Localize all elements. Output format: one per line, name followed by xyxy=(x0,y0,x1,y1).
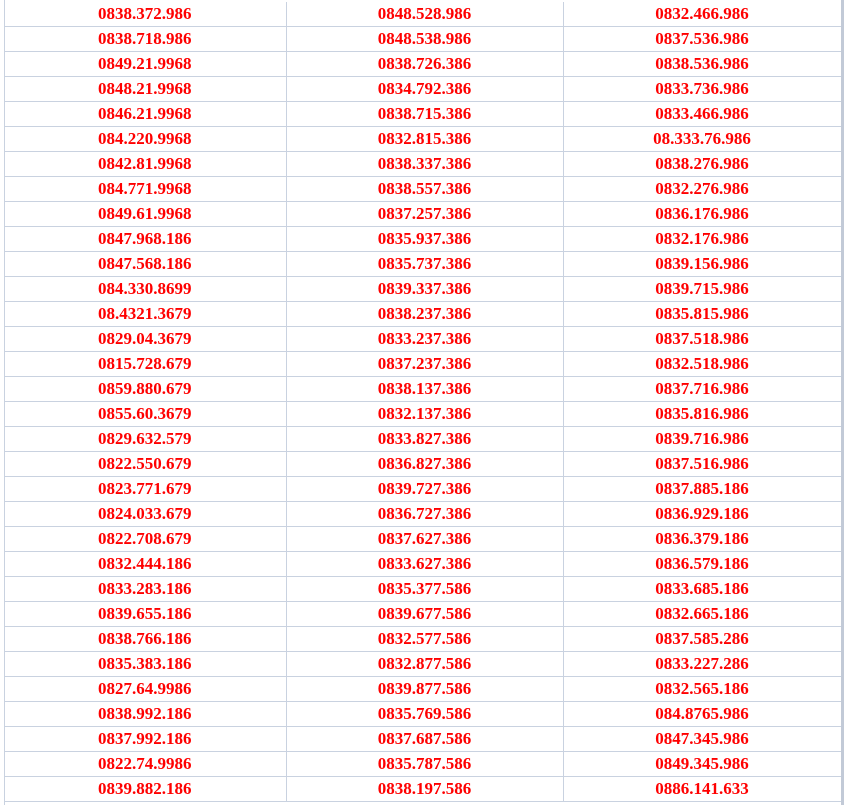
cell-phone-number[interactable]: 0833.827.386 xyxy=(286,427,563,452)
table-row xyxy=(4,477,841,502)
cell-phone-number[interactable]: 0847.345.986 xyxy=(563,727,841,752)
table-row xyxy=(4,252,841,277)
cell-phone-number[interactable]: 0832.176.986 xyxy=(563,227,841,252)
table-row xyxy=(4,552,841,577)
table-row xyxy=(4,727,841,752)
table-row xyxy=(4,327,841,352)
cell-phone-number[interactable]: 0832.276.986 xyxy=(563,177,841,202)
cell-phone-number[interactable]: 0836.176.986 xyxy=(563,202,841,227)
cell-phone-number[interactable]: 0833.685.186 xyxy=(563,577,841,602)
table-row xyxy=(4,402,841,427)
cell-phone-number[interactable]: 0835.737.386 xyxy=(286,252,563,277)
cell-phone-number[interactable]: 0824.033.679 xyxy=(4,502,286,527)
cell-phone-number[interactable]: 0839.677.586 xyxy=(286,602,563,627)
cell-phone-number[interactable]: 0835.377.586 xyxy=(286,577,563,602)
cell-phone-number[interactable]: 08.333.76.986 xyxy=(563,127,841,152)
cell-phone-number[interactable]: 0859.880.679 xyxy=(4,377,286,402)
table-row xyxy=(4,202,841,227)
cell-phone-number[interactable]: 0839.715.986 xyxy=(563,277,841,302)
table-row xyxy=(4,702,841,727)
cell-phone-number[interactable]: 0833.237.386 xyxy=(286,327,563,352)
cell-phone-number[interactable]: 0833.283.186 xyxy=(4,577,286,602)
cell-phone-number[interactable]: 0835.787.586 xyxy=(286,752,563,777)
cell-phone-number[interactable]: 0836.579.186 xyxy=(563,552,841,577)
cell-phone-number[interactable]: 0836.727.386 xyxy=(286,502,563,527)
cell-phone-number[interactable]: 0838.718.986 xyxy=(4,27,286,52)
table-row xyxy=(4,77,841,102)
cell-phone-number[interactable]: 084.330.8699 xyxy=(4,277,286,302)
cell-phone-number[interactable]: 0832.665.186 xyxy=(563,602,841,627)
cell-phone-number[interactable]: 0838.276.986 xyxy=(563,152,841,177)
cell-phone-number[interactable]: 0833.227.286 xyxy=(563,652,841,677)
cell-phone-number[interactable]: 0832.137.386 xyxy=(286,402,563,427)
cell-phone-number[interactable]: 084.771.9968 xyxy=(4,177,286,202)
cell-phone-number[interactable]: 0837.627.386 xyxy=(286,527,563,552)
cell-phone-number[interactable]: 0835.769.586 xyxy=(286,702,563,727)
cell-phone-number[interactable]: 0822.708.679 xyxy=(4,527,286,552)
table-row xyxy=(4,227,841,252)
cell-phone-number[interactable]: 0834.792.386 xyxy=(286,77,563,102)
cell-phone-number[interactable]: 0832.466.986 xyxy=(563,2,841,27)
cell-phone-number[interactable]: 0842.81.9968 xyxy=(4,152,286,177)
cell-phone-number[interactable]: 0833.736.986 xyxy=(563,77,841,102)
cell-phone-number[interactable]: 0815.728.679 xyxy=(4,352,286,377)
cell-phone-number[interactable]: 0837.687.586 xyxy=(286,727,563,752)
table-row xyxy=(4,177,841,202)
table-row xyxy=(4,527,841,552)
cell-phone-number[interactable]: 08.4321.3679 xyxy=(4,302,286,327)
cell-phone-number[interactable]: 0838.536.986 xyxy=(563,52,841,77)
cell-phone-number[interactable]: 0832.444.186 xyxy=(4,552,286,577)
table-row xyxy=(4,277,841,302)
table-row xyxy=(4,27,841,52)
cell-phone-number[interactable]: 0837.992.186 xyxy=(4,727,286,752)
cell-phone-number[interactable]: 0849.345.986 xyxy=(563,752,841,777)
cell-phone-number[interactable]: 0837.716.986 xyxy=(563,377,841,402)
cell-phone-number[interactable]: 0832.577.586 xyxy=(286,627,563,652)
cell-phone-number[interactable]: 0838.726.386 xyxy=(286,52,563,77)
table-row xyxy=(4,627,841,652)
cell-phone-number[interactable]: 0833.627.386 xyxy=(286,552,563,577)
table-row xyxy=(4,2,841,27)
cell-phone-number[interactable]: 0839.882.186 xyxy=(4,777,286,802)
table-row xyxy=(4,452,841,477)
cell-phone-number[interactable]: 0822.74.9986 xyxy=(4,752,286,777)
table-row xyxy=(4,652,841,677)
cell-phone-number[interactable]: 0835.383.186 xyxy=(4,652,286,677)
cell-phone-number[interactable]: 0839.156.986 xyxy=(563,252,841,277)
cell-phone-number[interactable]: 0849.61.9968 xyxy=(4,202,286,227)
table-row xyxy=(4,152,841,177)
table-row xyxy=(4,602,841,627)
cell-phone-number[interactable]: 0847.968.186 xyxy=(4,227,286,252)
table-body xyxy=(4,2,841,802)
table-row xyxy=(4,302,841,327)
cell-phone-number[interactable]: 0829.632.579 xyxy=(4,427,286,452)
cell-phone-number[interactable]: 0837.536.986 xyxy=(563,27,841,52)
cell-phone-number[interactable]: 0839.655.186 xyxy=(4,602,286,627)
cell-phone-number[interactable]: 0827.64.9986 xyxy=(4,677,286,702)
cell-phone-number[interactable]: 0837.257.386 xyxy=(286,202,563,227)
cell-phone-number[interactable]: 0836.827.386 xyxy=(286,452,563,477)
cell-phone-number[interactable]: 0835.937.386 xyxy=(286,227,563,252)
cell-phone-number[interactable]: 0823.771.679 xyxy=(4,477,286,502)
cell-phone-number[interactable]: 0836.929.186 xyxy=(563,502,841,527)
cell-phone-number[interactable]: 0838.766.186 xyxy=(4,627,286,652)
cell-phone-number[interactable]: 0832.565.186 xyxy=(563,677,841,702)
cell-phone-number[interactable]: 084.220.9968 xyxy=(4,127,286,152)
cell-phone-number[interactable]: 0833.466.986 xyxy=(563,102,841,127)
cell-phone-number[interactable]: 0839.877.586 xyxy=(286,677,563,702)
cell-phone-number[interactable]: 0829.04.3679 xyxy=(4,327,286,352)
cell-phone-number[interactable]: 0848.21.9968 xyxy=(4,77,286,102)
table-row xyxy=(4,377,841,402)
cell-phone-number[interactable]: 0886.141.633 xyxy=(563,777,841,802)
cell-phone-number[interactable]: 0838.715.386 xyxy=(286,102,563,127)
cell-phone-number[interactable]: 0838.992.186 xyxy=(4,702,286,727)
cell-phone-number[interactable]: 0838.237.386 xyxy=(286,302,563,327)
cell-phone-number[interactable]: 0855.60.3679 xyxy=(4,402,286,427)
cell-phone-number[interactable]: 0835.816.986 xyxy=(563,402,841,427)
cell-phone-number[interactable]: 0837.585.286 xyxy=(563,627,841,652)
cell-phone-number[interactable]: 0837.518.986 xyxy=(563,327,841,352)
cell-phone-number[interactable]: 0846.21.9968 xyxy=(4,102,286,127)
table-row xyxy=(4,752,841,777)
cell-phone-number[interactable]: 0838.557.386 xyxy=(286,177,563,202)
cell-phone-number[interactable]: 0838.337.386 xyxy=(286,152,563,177)
cell-phone-number[interactable]: 0837.237.386 xyxy=(286,352,563,377)
cell-phone-number[interactable]: 0839.727.386 xyxy=(286,477,563,502)
cell-phone-number[interactable]: 0847.568.186 xyxy=(4,252,286,277)
table-row xyxy=(4,127,841,152)
table-row xyxy=(4,427,841,452)
cell-phone-number[interactable]: 0838.372.986 xyxy=(4,2,286,27)
phone-number-table xyxy=(4,2,842,802)
cell-phone-number[interactable]: 0839.337.386 xyxy=(286,277,563,302)
cell-phone-number[interactable]: 0836.379.186 xyxy=(563,527,841,552)
cell-phone-number[interactable]: 0835.815.986 xyxy=(563,302,841,327)
cell-phone-number[interactable]: 0832.518.986 xyxy=(563,352,841,377)
table-row xyxy=(4,352,841,377)
table-row xyxy=(4,102,841,127)
table-row xyxy=(4,577,841,602)
cell-phone-number[interactable]: 0837.885.186 xyxy=(563,477,841,502)
cell-phone-number[interactable]: 084.8765.986 xyxy=(563,702,841,727)
cell-phone-number[interactable]: 0822.550.679 xyxy=(4,452,286,477)
cell-phone-number[interactable]: 0832.815.386 xyxy=(286,127,563,152)
cell-phone-number[interactable]: 0832.877.586 xyxy=(286,652,563,677)
cell-phone-number[interactable]: 0837.516.986 xyxy=(563,452,841,477)
cell-phone-number[interactable]: 0849.21.9968 xyxy=(4,52,286,77)
cell-phone-number[interactable]: 0838.137.386 xyxy=(286,377,563,402)
table-row xyxy=(4,502,841,527)
cell-phone-number[interactable]: 0839.716.986 xyxy=(563,427,841,452)
table-row xyxy=(4,52,841,77)
table-row xyxy=(4,677,841,702)
cell-phone-number[interactable]: 0848.538.986 xyxy=(286,27,563,52)
cell-phone-number[interactable]: 0848.528.986 xyxy=(286,2,563,27)
cell-phone-number[interactable]: 0838.197.586 xyxy=(286,777,563,802)
table-row xyxy=(4,777,841,802)
